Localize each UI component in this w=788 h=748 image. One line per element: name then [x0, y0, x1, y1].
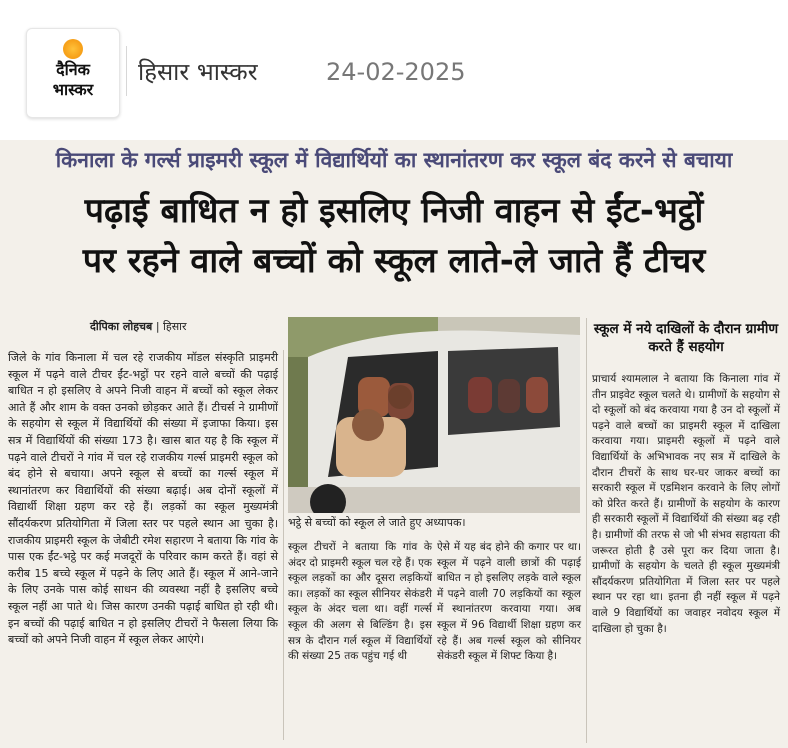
- publication-date: 24-02-2025: [326, 58, 466, 86]
- teacher-car-children-image: [288, 317, 580, 513]
- article-column-4: प्राचार्य श्यामलाल ने बताया कि किनाला गांव में तीन प्राइवेट स्कूल चलते थे। ग्रामीणों के सहयोग से दो स्कूलों को बंद करवाया गया है उन दो स्कूलों में पढ़ने वाले बच्चों का प्राइमरी स्कूल में दाखिला करवाया गया। प्राइमरी स्कूलों में पढ़ने वाले विद्यार्थियों के अभिभावक नए सत्र में दाखिले के दौरान टीचरों के साथ घर-घर जाकर बच्चों का सरकारी स्कूल में एडमिशन करवाने के लिए लोगों को प्रेरित करते हैं। ग्रामीणों के सहयोग के कारण ही सरकारी स्कूलों में विद्यार्थियों की संख्या बढ़ रही है। ग्रामीणों की तरफ से जो भी संभव सहायता की जरूरत होती है उसे पूरा कर दिया जाता है। ग्रामीणों के सहयोग के चलते ही स्कूल मुख्यमंत्री सौंदर्यकरण प्रतियोगिता में जिला स्तर पर पहले स्थान पर रहा था। इतना ही नहीं स्कूल में पढ़ने वाले 9 विद्यार्थियों का जवाहर नवोदय स्कूल में दाखिला हो चुका है।: [592, 373, 780, 635]
- sun-icon: [63, 39, 83, 59]
- article-column-1: जिले के गांव किनाला में चल रहे राजकीय मॉडल संस्कृति प्राइमरी स्कूल में पढ़ने वाले टीचर ईंट-भट्ठों पर रहने वाले बच्चों की पढ़ाई बाधित न हो इसलिए वे अपने निजी वाहन में बच्चों को स्कूल लेकर आते हैं और शाम के वक्त उनको छोड़कर आते हैं। टीचर्स ने ग्रामीणों के सहयोग से स्कूल में विद्यार्थियों की संख्या में इजाफा किया। इस सत्र में विद्यार्थियों की संख्या 173 है। खास बात यह है कि स्कूल में पढ़ने वाले टीचरों ने गांव में चल रहे राजकीय गर्ल्स प्राइमरी स्कूल को बंद होने से बचाया। अपने स्कूल से बच्चों का गर्ल्स स्कूल में स्थानांतरण कर विद्यार्थियों की संख्या बढ़ाई। अब दोनों स्कूलों में विद्यार्थी शिक्षा ग्रहण कर रहे हैं। लड़कों का स्कूल मुख्यमंत्री सौंदर्यकरण प्रतियोगिता में जिला स्तर पर पहले स्थान आ चुका है। राजकीय प्राइमरी स्कूल के जेबीटी रमेश सहारण ने बताया कि गांव के पास एक ईंट-भट्ठे पर कई मजदूरों के परिवार काम करते हैं। वहां से करीब 15 बच्चे स्कूल में पढ़ने के लिए आते हैं। स्कूल में आने-जाने के लिए उनके पास कोई साधन की व्यवस्था नहीं है इसलिए बच्चे स्कूल नहीं आ पाते थे। जिस कारण उनकी पढ़ाई बाधित हो रही थी। इन बच्चों की पढ़ाई बाधित न हो इसलिए टीचरों ने फैसला लिया कि बच्चों को अपने निजी वाहन में स्कूल लेकर आएंगे।: [8, 351, 278, 647]
- byline-place: हिसार: [163, 320, 187, 333]
- header-divider: [126, 46, 127, 96]
- page-header: [0, 0, 788, 140]
- dainik-bhaskar-logo[interactable]: [26, 28, 120, 118]
- logo-line-2: भास्कर: [52, 80, 94, 99]
- article-headline: [8, 186, 780, 286]
- headline-line-2: पर रहने वाले बच्चों को स्कूल लाते-ले जाते हैं टीचर: [82, 241, 706, 281]
- sub-headline: स्कूल में नये दाखिलों के दौरान ग्रामीण करते हैं सहयोग: [593, 321, 779, 355]
- logo-line-1: दैनिक: [56, 60, 90, 79]
- column-rule: [283, 350, 284, 740]
- edition-name: हिसार भास्कर: [138, 58, 258, 86]
- column-rule: [586, 318, 587, 743]
- article-column-3: ऐसे में यह बंद होने की कगार पर था। स्कूल में पढ़ने वाली छात्रों की पढ़ाई बाधित न हो इसलिए लड़के वाले स्कूल में पढ़ने वाली 70 लड़कियों का स्कूल में स्थानांतरण करवाया गया। अब स्कूल में 96 विद्यार्थी शिक्षा ग्रहण कर रहे हैं। अब गर्ल्स स्कूल को सीनियर सेकंडरी स्कूल में शिफ्ट किया है।: [437, 541, 581, 663]
- article-photo: [288, 317, 580, 513]
- headline-line-1: पढ़ाई बाधित न हो इसलिए निजी वाहन से ईंट-भट्ठों: [84, 191, 704, 231]
- article-kicker: किनाला के गर्ल्स प्राइमरी स्कूल में विद्यार्थियों का स्थानांतरण कर स्कूल बंद करने से बचाया: [55, 148, 733, 172]
- byline-author: दीपिका लोहचब: [90, 320, 153, 333]
- byline: [90, 320, 187, 334]
- photo-caption: भट्ठे से बच्चों को स्कूल ले जाते हुए अध्यापक।: [288, 516, 466, 529]
- article-column-2: स्कूल टीचरों ने बताया कि गांव के अंदर दो प्राइमरी स्कूल चल रहे हैं। एक स्कूल लड़कों का और दूसरा लड़कियों का। लड़कों का स्कूल सीनियर सेकंडरी स्कूल के अंदर चला था। वहीं गर्ल्स स्कूल की अलग से बिल्डिंग है। इस सत्र के दौरान गर्ल स्कूल में विद्यार्थियों की संख्या 25 तक पहुंच गई थी: [288, 541, 432, 663]
- byline-separator: |: [155, 320, 164, 333]
